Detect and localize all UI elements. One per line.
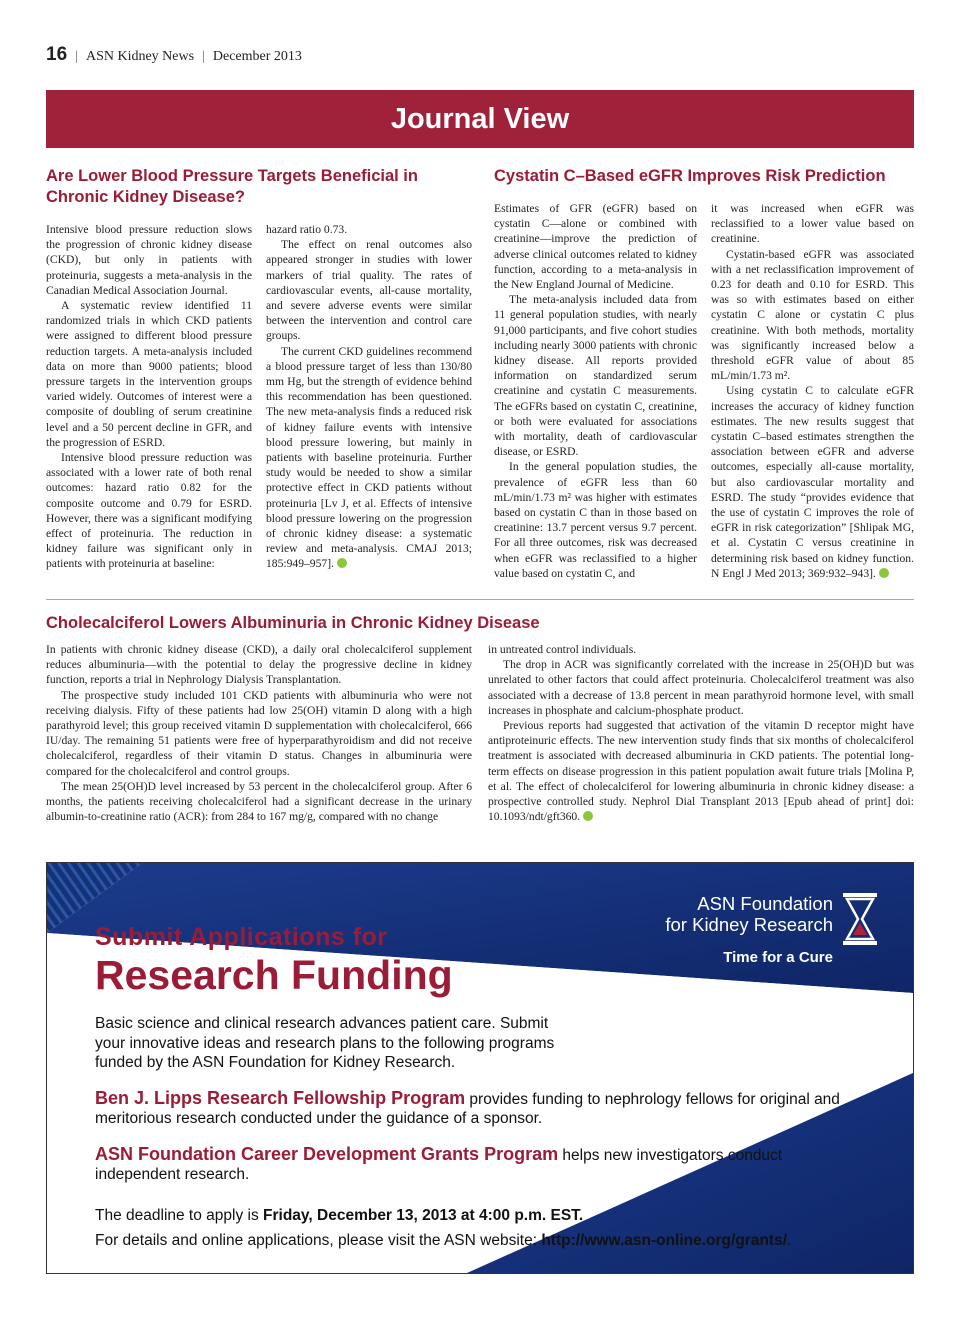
paragraph: Cystatin-based eGFR was associated with a net reclassification improvement of 0.23 for death and 0.10 for ESRD. This was so with estimates based on either cystatin C alone or cystatin C plus creatinine. With both methods, mortality was significantly increased below a threshold eGFR value of about 85 mL/min/1.73 m². xyxy=(711,247,914,383)
logo-line-2: for Kidney Research xyxy=(665,914,833,935)
issue-date: December 2013 xyxy=(212,49,302,64)
section-divider xyxy=(46,599,914,600)
article-title: Cystatin C–Based eGFR Improves Risk Prediction xyxy=(494,167,886,185)
paragraph: A systematic review identified 11 randomized trials in which CKD patients were assigned to different blood pressure reduction targets. A meta-analysis included data on more than 9000 patients; blood pressure targets in the intervention groups varied widely. Outcomes of interest were a composite of doubling of serum creatinine level and a 50 percent decline in GFR, and the progression of ESRD. xyxy=(46,299,252,449)
logo-tagline: Time for a Cure xyxy=(723,949,833,966)
article-cholecalciferol xyxy=(46,613,914,824)
article-column xyxy=(46,642,472,824)
paragraph: The mean 25(OH)D level increased by 53 percent in the cholecalciferol group. After 6 months, the patients receiving cholecalciferol had a significant decrease in the urinary albumin-to-creatinine ratio (ACR): from 284 to 167 mg/g, compared with no change xyxy=(46,779,472,824)
paragraph: The drop in ACR was significantly correlated with the increase in 25(OH)D but was unrelated to other factors that could affect proteinuria. Cholecalciferol treatment was also associated with a decrease of 13.8 percent in mean parathyroid hormone level, with small increases in phosphate and calcium-phosphate product. xyxy=(488,658,914,717)
deadline-date: Friday, December 13, 2013 at 4:00 p.m. EST. xyxy=(263,1206,584,1224)
article-column xyxy=(266,222,472,572)
ad-title: Research Funding xyxy=(95,952,453,998)
page-number: 16 xyxy=(46,44,68,65)
section-banner xyxy=(46,90,914,148)
paragraph: in untreated control individuals. xyxy=(488,643,637,656)
paragraph: The effect on renal outcomes also appeared stronger in studies with lower markers of trial quality. The rates of cardiovascular events, all-cause mortality, and severe adverse events were similar between the intervention and control care groups. xyxy=(266,238,472,343)
paragraph: Previous reports had suggested that activation of the vitamin D receptor might have antiproteinuric effects. The new intervention study finds that six months of cholecalciferol treatment is associated with decreased albuminuria in CKD patients. The potential long-term effects on disease progression in this patient population await future trials [Molina P, et al. The effect of cholecalciferol for lowering albuminuria in chronic kidney disease: a prospective controlled study. Nephrol Dial Transplant 2013 [Epub ahead of print] doi: 10.1093/ndt/gft360. xyxy=(488,719,914,824)
article-column xyxy=(494,201,697,581)
end-mark-icon xyxy=(879,568,889,578)
deadline-info: The deadline to apply is Friday, December 13, 2013 at 4:00 p.m. EST. For details and online applications, please visit the ASN website: http://www.asn-online.org/grants/. xyxy=(95,1206,792,1249)
paragraph: In the general population studies, the prevalence of eGFR less than 60 mL/min/1.73 m² was higher with estimates based on cystatin C than in those based on creatinine: 13.7 percent versus 9.7 percent. For all three outcomes, risk was decreased when eGFR was reclassified to a higher value based on cystatin C, and xyxy=(494,460,697,580)
paragraph: The current CKD guidelines recommend a blood pressure target of less than 130/80 mm Hg, but the strength of evidence behind this recommendation has been questioned. The new meta-analysis finds a reduced risk of kidney failure events with intensive blood pressure lowering, but mainly in patients with baseline proteinuria. Further study would be needed to show a similar protective effect in CKD patients without proteinuria [Lv J, et al. Effects of intensive blood pressure lowering on the progression of chronic kidney disease: a systematic review and meta-analysis. CMAJ 2013; 185:949–957]. xyxy=(266,344,472,571)
article-title: Cholecalciferol Lowers Albuminuria in Chronic Kidney Disease xyxy=(46,614,540,632)
paragraph: The meta-analysis included data from 11 general population studies, with nearly 91,000 participants, and five cohort studies including nearly 3000 patients with chronic kidney disease. All reports provided information on standardized serum creatinine and cystatin C measurements. The eGFRs based on cystatin C, creatinine, or both were evaluated for associations with mortality, death of cardiovascular disease, or ESRD. xyxy=(494,293,697,459)
section-title: Journal View xyxy=(390,102,570,135)
paragraph: Intensive blood pressure reduction slows the progression of chronic kidney disease (CKD), but only in patients with proteinuria, suggests a meta-analysis in the Canadian Medical Association Journal. xyxy=(46,223,252,297)
paragraph: Estimates of GFR (eGFR) based on cystatin C—alone or combined with creatinine—improve the prediction of adverse clinical outcomes related to kidney function, according to a meta-analysis in the New England Journal of Medicine. xyxy=(494,202,697,292)
grants-url-link[interactable]: http://www.asn-online.org/grants/ xyxy=(541,1231,788,1249)
article-cystatin xyxy=(494,166,914,581)
article-column xyxy=(46,222,252,572)
funding-advertisement xyxy=(46,862,914,1274)
paragraph: The prospective study included 101 CKD patients with albuminuria who were not receiving dialysis. Fifty of these patients had low 25(OH) vitamin D along with a high parathyroid level; this group received vitamin D supplementation with cholecalciferol, 666 IU/day. The remaining 51 patients were free of hyperparathyroidism and did not receive cholecalciferol, regardless of their vitamin D status. Changes in albuminuria were compared for the cholecalciferol and control groups. xyxy=(46,688,472,778)
article-column xyxy=(488,642,914,824)
paragraph: hazard ratio 0.73. xyxy=(266,223,348,236)
program-lipps xyxy=(95,1089,855,1129)
end-mark-icon xyxy=(337,558,347,568)
paragraph: In patients with chronic kidney disease (CKD), a daily oral cholecalciferol supplement reduces albuminuria—with the potential to delay the progressive decline in kidney function, reports a trial in Nephrology Dialysis Transplantation. xyxy=(46,643,472,687)
paragraph: Using cystatin C to calculate eGFR increases the accuracy of kidney function estimates. The new results suggest that cystatin C–based estimates strengthen the association between eGFR and adverse outcomes, especially all-cause mortality, but also cardiovascular mortality and ESRD. The study “provides evidence that the use of cystatin C improves the role of eGFR in risk categorization” [Shlipak MG, et al. Cystatin C versus creatinine in determining risk based on kidney function. N Engl J Med 2013; 369:932–943]. xyxy=(711,384,914,580)
logo-line-1: ASN Foundation xyxy=(697,893,833,914)
article-bp-targets xyxy=(46,166,472,572)
paragraph: it was increased when eGFR was reclassified to a lower value based on creatinine. xyxy=(711,202,914,246)
publication-name: ASN Kidney News xyxy=(85,49,195,64)
ad-intro: Basic science and clinical research advances patient care. Submit your innovative ideas and research plans to the following programs funded by the ASN Foundation for Kidney Research. xyxy=(95,1015,555,1071)
ad-subtitle: Submit Applications for xyxy=(95,923,388,951)
article-title: Are Lower Blood Pressure Targets Beneficial in Chronic Kidney Disease? xyxy=(46,167,418,206)
paragraph: Intensive blood pressure reduction was associated with a lower rate of both renal outcomes: hazard ratio 0.82 for the composite outcome and 0.79 for ESRD. However, there was a significant modifying effect of proteinuria. The reduction in kidney failure was significant only in patients with proteinuria at baseline: xyxy=(46,451,252,571)
program-description: helps new investigators conduct independent research. xyxy=(95,1146,783,1183)
page-header: 16 | ASN Kidney News | December 2013 xyxy=(46,44,302,65)
program-description: provides funding to nephrology fellows for original and meritorious research conducted under the guidance of a sponsor. xyxy=(95,1090,840,1127)
end-mark-icon xyxy=(583,811,593,821)
program-name: ASN Foundation Career Development Grants Program xyxy=(95,1143,559,1164)
program-career-development xyxy=(95,1145,855,1185)
article-column xyxy=(711,201,914,581)
program-name: Ben J. Lipps Research Fellowship Program xyxy=(95,1087,466,1108)
